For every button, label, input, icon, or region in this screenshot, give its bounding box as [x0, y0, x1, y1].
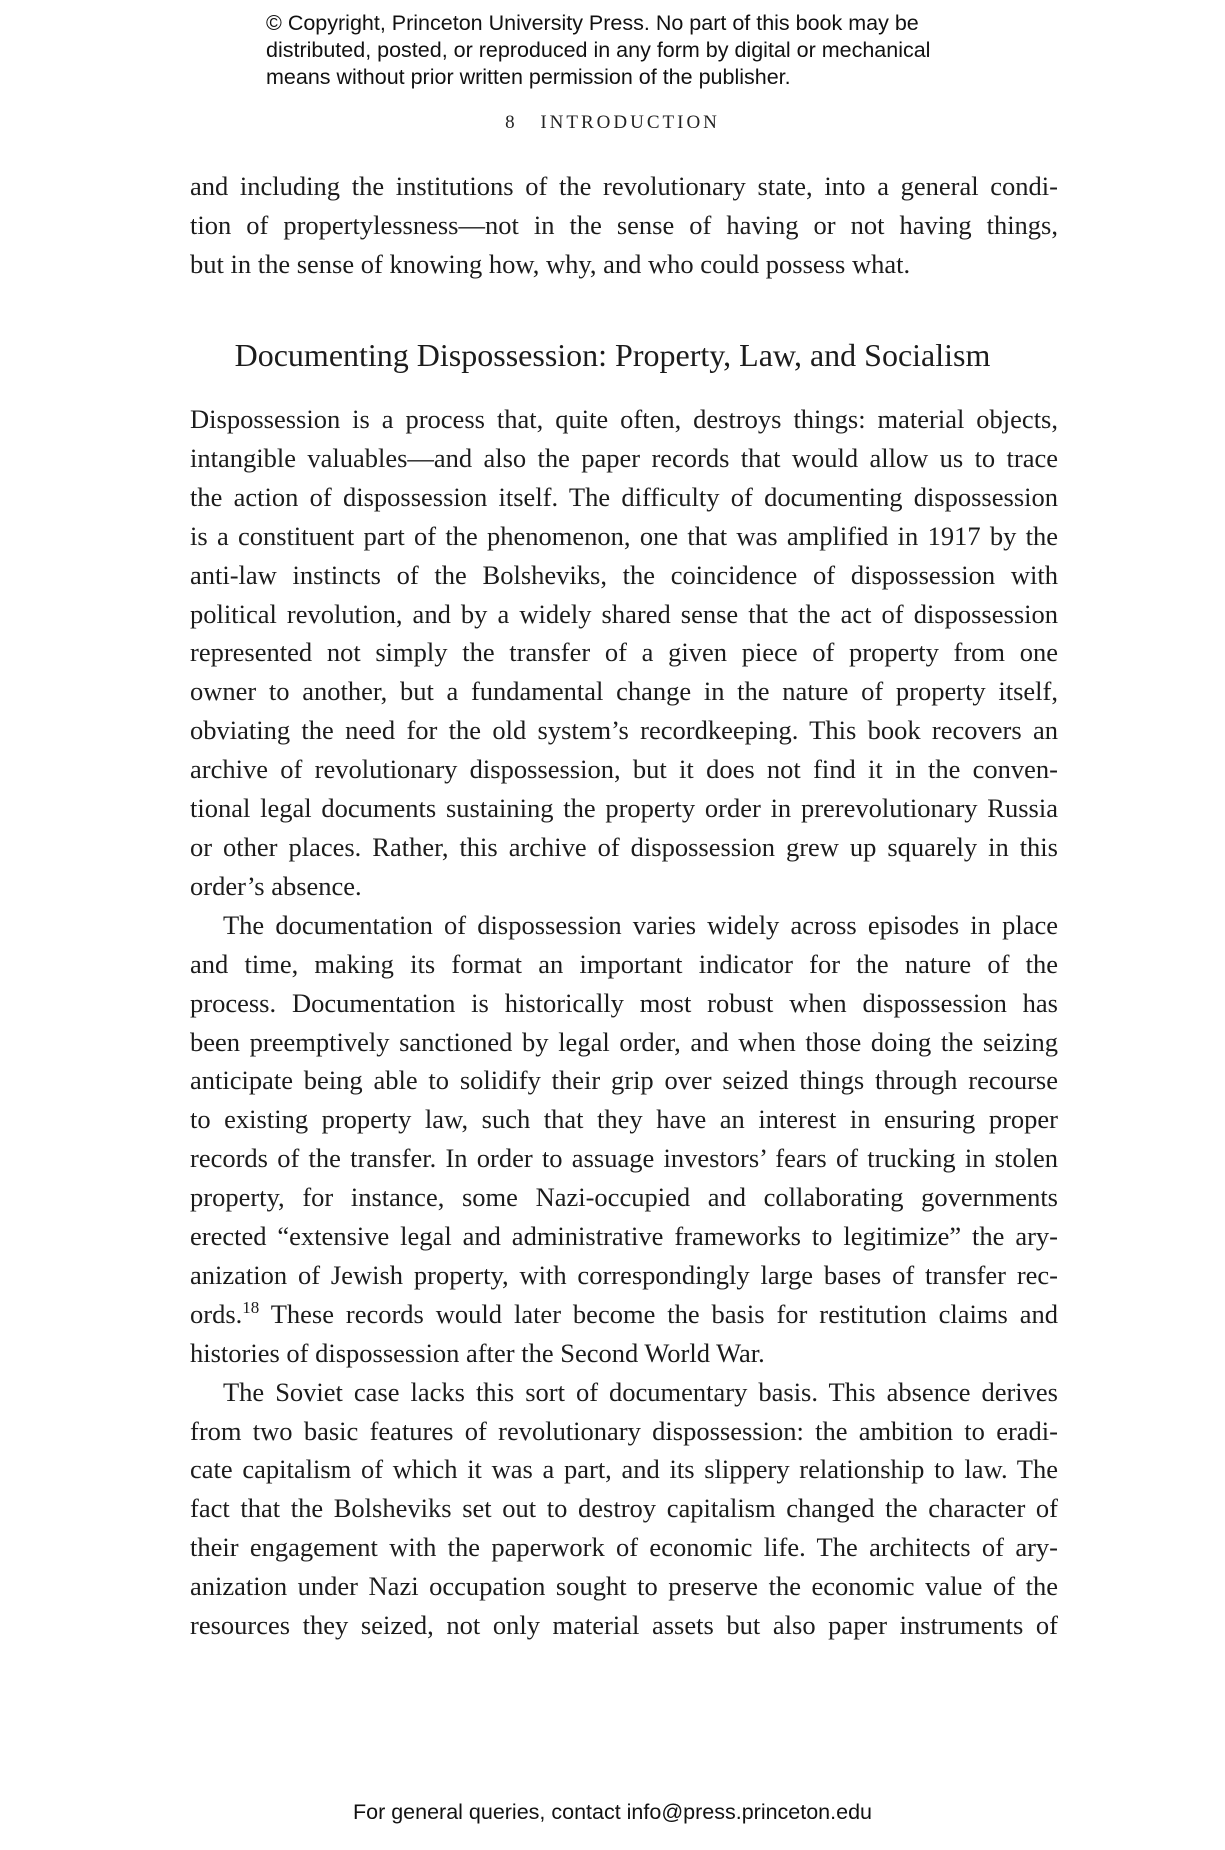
- text-line: owner to another, but a fundamental change in the nature of property itself,: [190, 676, 1058, 707]
- text-fragment: These records would later become the basis for restitution claims and: [259, 1298, 1058, 1329]
- text-line: or other places. Rather, this archive of dispossession grew up squarely in this: [190, 831, 1058, 862]
- copyright-notice: [266, 10, 1026, 91]
- text-line: the action of dispossession itself. The difficulty of documenting dispossession: [190, 481, 1058, 512]
- running-head-section: INTRODUCTION: [540, 112, 720, 133]
- text-line: to existing property law, such that they have an interest in ensuring proper: [190, 1104, 1058, 1135]
- text-line: Dispossession is a process that, quite often, destroys things: material objects,: [190, 404, 1058, 434]
- copyright-line: distributed, posted, or reproduced in any form by digital or mechanical: [266, 38, 931, 62]
- text-line: records of the transfer. In order to assuage investors’ fears of trucking in stolen: [190, 1143, 1058, 1174]
- text-line: anti-law instincts of the Bolsheviks, the coincidence of dispossession with: [190, 559, 1058, 590]
- text-line: The documentation of dispossession varies widely across episodes in place: [223, 909, 1058, 940]
- section-heading: Documenting Dispossession: Property, Law, and Socialism: [234, 337, 991, 373]
- text-line: tional legal documents sustaining the property order in prerevolutionary Russia: [190, 793, 1058, 824]
- text-line: and including the institutions of the revolutionary state, into a general condi-: [190, 171, 1058, 201]
- text-line: their engagement with the paperwork of economic life. The architects of ary-: [190, 1532, 1058, 1563]
- text-line: from two basic features of revolutionary dispossession: the ambition to eradi-: [190, 1415, 1058, 1446]
- text-line: resources they seized, not only material assets but also paper instruments of: [190, 1610, 1058, 1641]
- text-line: tion of propertylessness—not in the sense of having or not having things,: [190, 209, 1058, 240]
- text-fragment: ords.: [190, 1298, 243, 1329]
- text-line: property, for instance, some Nazi-occupied and collaborating governments: [190, 1182, 1058, 1213]
- text-line: archive of revolutionary dispossession, but it does not find it in the conven-: [190, 754, 1058, 785]
- text-line: been preemptively sanctioned by legal order, and when those doing the seizing: [190, 1026, 1058, 1057]
- text-line: anization of Jewish property, with correspondingly large bases of transfer rec-: [190, 1259, 1058, 1290]
- text-line: cate capitalism of which it was a part, and its slippery relationship to law. The: [190, 1454, 1058, 1485]
- text-line: erected “extensive legal and administrative frameworks to legitimize” the ary-: [190, 1221, 1058, 1252]
- text-line: histories of dispossession after the Second World War.: [190, 1337, 765, 1368]
- text-line: is a constituent part of the phenomenon, one that was amplified in 1917 by the: [190, 520, 1058, 551]
- text-line-with-footnote: [190, 1295, 1058, 1334]
- body-paragraphs: [190, 400, 1058, 1645]
- opening-paragraph: [190, 167, 1058, 284]
- footnote-reference[interactable]: 18: [242, 1297, 260, 1317]
- paragraph-2: [190, 906, 1058, 1373]
- text-line: The Soviet case lacks this sort of documentary basis. This absence derives: [223, 1376, 1058, 1407]
- text-line: obviating the need for the old system’s recordkeeping. This book recovers an: [190, 715, 1058, 746]
- running-head: [0, 112, 1225, 134]
- copyright-line: © Copyright, Princeton University Press. No part of this book may be: [266, 11, 919, 35]
- text-line: anization under Nazi occupation sought to preserve the economic value of the: [190, 1571, 1058, 1602]
- text-line: and time, making its format an important indicator for the nature of the: [190, 948, 1058, 979]
- footer-contact: For general queries, contact info@press.princeton.edu: [352, 1800, 872, 1824]
- text-line: process. Documentation is historically most robust when dispossession has: [190, 987, 1058, 1018]
- copyright-line: means without prior written permission of the publisher.: [266, 65, 791, 89]
- paragraph-3: [190, 1373, 1058, 1645]
- text-line: represented not simply the transfer of a given piece of property from one: [190, 637, 1058, 668]
- page-number: 8: [505, 112, 515, 133]
- text-line: anticipate being able to solidify their grip over seized things through recourse: [190, 1065, 1058, 1096]
- text-line: order’s absence.: [190, 870, 362, 901]
- text-line: fact that the Bolsheviks set out to destroy capitalism changed the character of: [190, 1493, 1058, 1524]
- text-line: intangible valuables—and also the paper records that would allow us to trace: [190, 442, 1058, 473]
- paragraph-1: [190, 400, 1058, 906]
- text-line: but in the sense of knowing how, why, and who could possess what.: [190, 248, 911, 279]
- text-line: political revolution, and by a widely shared sense that the act of dispossession: [190, 598, 1058, 629]
